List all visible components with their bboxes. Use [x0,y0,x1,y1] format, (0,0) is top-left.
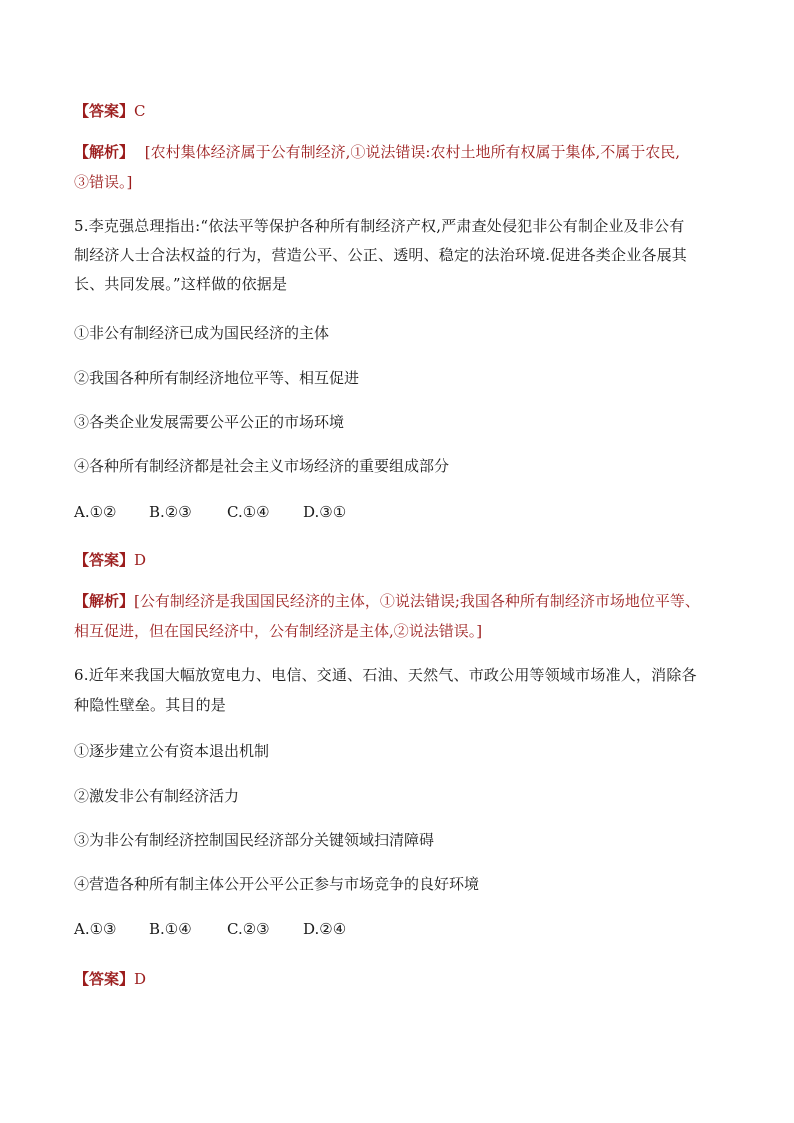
choice-a: A.①③ [74,920,117,938]
answer-tag: 【答案】 [74,970,135,988]
choice-a: A.①② [74,503,117,521]
question-6-option-2: ②激发非公有制经济活力 [74,787,240,805]
answer-value: D [134,551,147,569]
answer-value: C [134,102,146,120]
question-6-answer [74,968,146,990]
question-5-choices [74,501,346,523]
question-5-stem-line-2: 制经济人士合法权益的行为，营造公平、公正、透明、稳定的法治环境.促进各类企业各展其 [74,246,687,264]
analysis-tag: 【解析】 [74,143,135,161]
answer-tag: 【答案】 [74,551,135,569]
analysis-text: [公有制经济是我国国民经济的主体，①说法错误;我国各种所有制经济市场地位平等、 [134,592,700,610]
question-6-stem-line-1: 6.近年来我国大幅放宽电力、电信、交通、石油、天然气、市政公用等领域市场准人，消除各 [74,666,697,684]
question-5-answer [74,549,146,571]
choice-d: D.②④ [303,920,347,938]
analysis-text: [农村集体经济属于公有制经济,①说法错误:农村土地所有权属于集体,不属于农民, [144,143,681,161]
choice-b: B.①④ [149,920,192,938]
question-5-analysis-line-1 [74,590,700,612]
question-6-option-4: ④营造各种所有制主体公开公平公正参与市场竞争的良好环境 [74,875,480,893]
question-5-option-3: ③各类企业发展需要公平公正的市场环境 [74,413,345,431]
answer-line-1 [74,100,146,122]
analysis-line-1a [74,141,680,163]
choice-d: D.③① [303,503,347,521]
question-5-stem-line-3: 长、共同发展。”这样做的依据是 [74,275,288,293]
question-5-option-4: ④各种所有制经济都是社会主义市场经济的重要组成部分 [74,457,450,475]
question-5-option-2: ②我国各种所有制经济地位平等、相互促进 [74,369,360,387]
answer-tag: 【答案】 [74,102,135,120]
question-6-stem-line-2: 种隐性壁垒。其目的是 [74,696,227,714]
analysis-tag: 【解析】 [74,592,135,610]
choice-c: C.①④ [227,503,270,521]
question-5-option-1: ①非公有制经济已成为国民经济的主体 [74,324,330,342]
choice-b: B.②③ [149,503,192,521]
choice-c: C.②③ [227,920,270,938]
analysis-line-1b [74,171,132,193]
question-6-option-3: ③为非公有制经济控制国民经济部分关键领域扫清障碍 [74,831,435,849]
question-5-analysis-line-2: 相互促进，但在国民经济中，公有制经济是主体,②说法错误。] [74,622,483,640]
answer-value: D [134,970,147,988]
analysis-text: ③错误。] [74,173,133,191]
question-6-option-1: ①逐步建立公有资本退出机制 [74,742,270,760]
question-6-choices [74,918,346,940]
question-5-stem-line-1: 5.李克强总理指出:“依法平等保护各种所有制经济产权,严肃查处侵犯非公有制企业及非公有 [74,217,685,235]
